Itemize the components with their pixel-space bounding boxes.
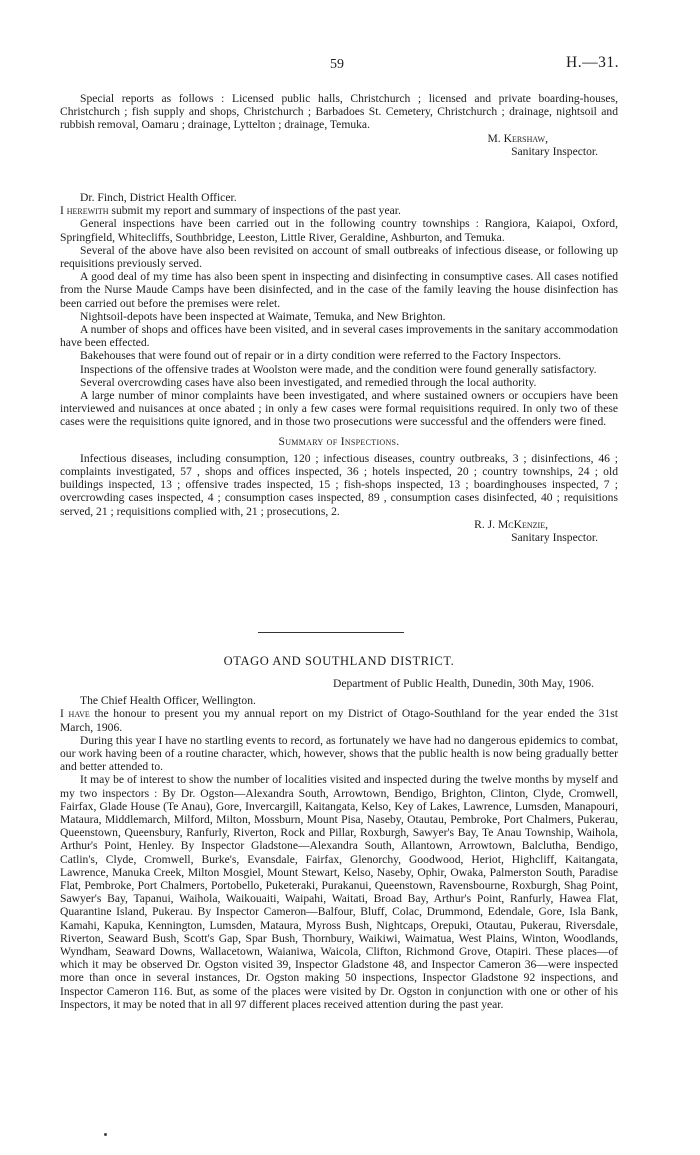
mckenzie-paragraph: Nightsoil-depots have been inspected at Waimate, Temuka, and New Brighton. — [80, 309, 446, 323]
mckenzie-paragraph: Bakehouses that were found out of repair or in a dirty condition were referred to the Factory Inspectors. — [80, 349, 561, 363]
mckenzie-paragraph: Several of the above have also been revisited on account of small outbreaks of infectious disease, or following up requisitions previously served. — [60, 243, 618, 271]
mckenzie-paragraph: Inspections of the offensive trades at Woolston were made, and the condition were found generally satisfactory. — [80, 362, 597, 376]
mckenzie-opening-lead: I herewith — [60, 204, 109, 218]
mckenzie-salutation: Dr. Finch, District Health Officer. — [80, 191, 237, 204]
district-title: OTAGO AND SOUTHLAND DISTRICT. — [223, 654, 455, 668]
kershaw-report — [60, 92, 618, 158]
otago-report — [60, 677, 618, 1011]
mckenzie-report — [60, 191, 618, 544]
otago-opening-lead: I have — [60, 707, 90, 721]
mckenzie-opening — [60, 204, 618, 217]
kershaw-paragraph: Special reports as follows : Licensed public halls, Christchurch ; licensed and private boarding-houses, Christchurch ; fish supply and shops, Christchurch ; Barbadoes St. Cemetery, Christchurch ; drainage, nightsoil and rubbish removal, Oamaru ; drainage, Lyttelton ; drainage, Temuka. — [60, 92, 618, 132]
otago-opening — [60, 707, 618, 733]
mckenzie-paragraph: A good deal of my time has also been spent in inspecting and disinfecting in consumptive cases. All cases notified from the Nurse Maude Camps have been disinfected, and in the case of the family leaving the house disinfection has been carried out before the premises were relet. — [60, 270, 618, 310]
mckenzie-paragraph: A number of shops and offices have been visited, and in several cases improvements in the sanitary accommodation have been effected. — [60, 323, 618, 350]
mckenzie-paragraph: Several overcrowding cases have also been investigated, and remedied through the local authority. — [80, 375, 537, 389]
kershaw-signature-name: M. Kershaw, — [487, 131, 548, 145]
otago-addressee: The Chief Health Officer, Wellington. — [80, 694, 256, 708]
mckenzie-signature-name: R. J. McKenzie, — [474, 517, 548, 531]
mckenzie-signature-title: Sanitary Inspector. — [511, 531, 598, 545]
summary-text: Infectious diseases, including consumption, 120 ; infectious diseases, country outbreaks, 3 ; disinfections, 46 ; complaints investigated, 57 , shops and offices inspected, 36 ; hotels inspected, 20 ; country townships, 24 ; old buildings inspected, 13 ; offensive trades inspected, 15 ; fish-shops inspected, 13 ; boardinghouses inspected, 7 ; overcrowding cases inspected, 4 ; consumption cases inspected, 89 , consumption cases disinfected, 40 ; requisitions served, 21 ; requisitions complied with, 21 ; prosecutions, 2. — [60, 451, 618, 518]
mckenzie-paragraph: General inspections have been carried out in the following country townships : Rangiora, Kaiapoi, Oxford, Springfield, Whitecliffs, Southbridge, Leeston, Little River, Geraldine, Ashburton, and Temuka. — [60, 217, 618, 244]
otago-paragraph: During this year I have no startling events to record, as fortunately we have had no dangerous epidemics to combat, our work having been of a routine character, which, however, shows that the public health is now being gradually better and better attended to. — [60, 733, 618, 774]
mckenzie-paragraph: A large number of minor complaints have been investigated, and where sustained owners or occupiers have been interviewed and nuisances at once abated ; in only a few cases were formal requisitions required. In only two of these cases were the requisitions quite ignored, and in those two prosecutions were successful and the offenders were fined. — [60, 389, 618, 429]
report-reference: H.—31. — [566, 54, 619, 71]
page-number: 59 — [330, 57, 344, 72]
kershaw-signature-title: Sanitary Inspector. — [511, 144, 598, 158]
mckenzie-opening-rest: submit my report and summary of inspections of the past year. — [108, 204, 401, 218]
department-line: Department of Public Health, Dunedin, 30th May, 1906. — [332, 677, 594, 690]
summary-heading: Summary of Inspections. — [278, 434, 400, 448]
print-mark — [104, 1133, 107, 1136]
page-header — [0, 54, 700, 74]
otago-paragraph: It may be of interest to show the number of localities visited and inspected during the twelve months by myself and my two inspectors : By Dr. Ogston—Alexandra South, Arrowtown, Bendigo, Brighton, Clinton, Clyde, Cromwell, Fairfax, Glade House (Te Anau), Gore, Invercargill, Kaitangata, Kelso, Key of Lakes, Lawrence, Lumsden, Manapouri, Mataura, Middlemarch, Milford, Milton, Mossburn, Mount Pisa, Naseby, Otautau, Pembroke, Port Chalmers, Pukerau, Queenstown, Queensbury, Ranfurly, Riverton, Rock and Pillar, Roxburgh, Sawyer's Bay, Te Anau Township, Waihola, Arthur's Point, Henley. By Inspector Gladstone—Alexandra South, Allantown, Arrowtown, Balclutha, Bendigo, Catlin's, Clyde, Cromwell, Burke's, Evansdale, Fairfax, Glenorchy, Goodwood, Heriot, Highcliff, Kaitangata, Lawrence, Manuka Creek, Milton Mosgiel, Mount Stewart, Kelso, Naseby, Ophir, Owaka, Palmerston South, Paradise Flat, Pembroke, Port Chalmers, Portobello, Puketeraki, Purakanui, Queenstown, Ravensbourne, Roxburgh, Shag Point, Sawyer's Bay, Tapanui, Waihola, Waikouaiti, Waipahi, Waitati, Broad Bay, Arthur's Point, Ranfurly, Hawea Flat, Quarantine Island, Pukerau. By Inspector Cameron—Balfour, Bluff, Colac, Drummond, Edendale, Gore, Isla Bank, Kamahi, Kapuka, Kennington, Lumsden, Mataura, Myross Bush, Nightcaps, Orepuki, Otautau, Pukerau, Riversdale, Riverton, Seaward Bush, Scott's Gap, Spar Bush, Thornbury, Waikiwi, Waimatua, West Plains, Winton, Woodlands, Wyndham, Seaward Downs, Wallacetown, Waianiwa, Waicola, Clifton, Richmond Grove, Otapiri. These places—of which it may be observed Dr. Ogston visited 39, Inspector Gladstone 48, and Inspector Cameron 36—were inspected more than once in several instances, Dr. Ogston making 50 inspections, Inspector Gladstone 92 inspections, and Inspector Cameron 116. But, as some of the places were visited by Dr. Ogston in conjunction with one or other of his Inspectors, it may be noted that in all 97 different places received attention during the past year. — [60, 773, 618, 1011]
section-divider — [258, 632, 404, 633]
otago-opening-rest: the honour to present you my annual report on my District of Otago-Southland for the year ended the 31st March, 1906. — [60, 707, 619, 734]
